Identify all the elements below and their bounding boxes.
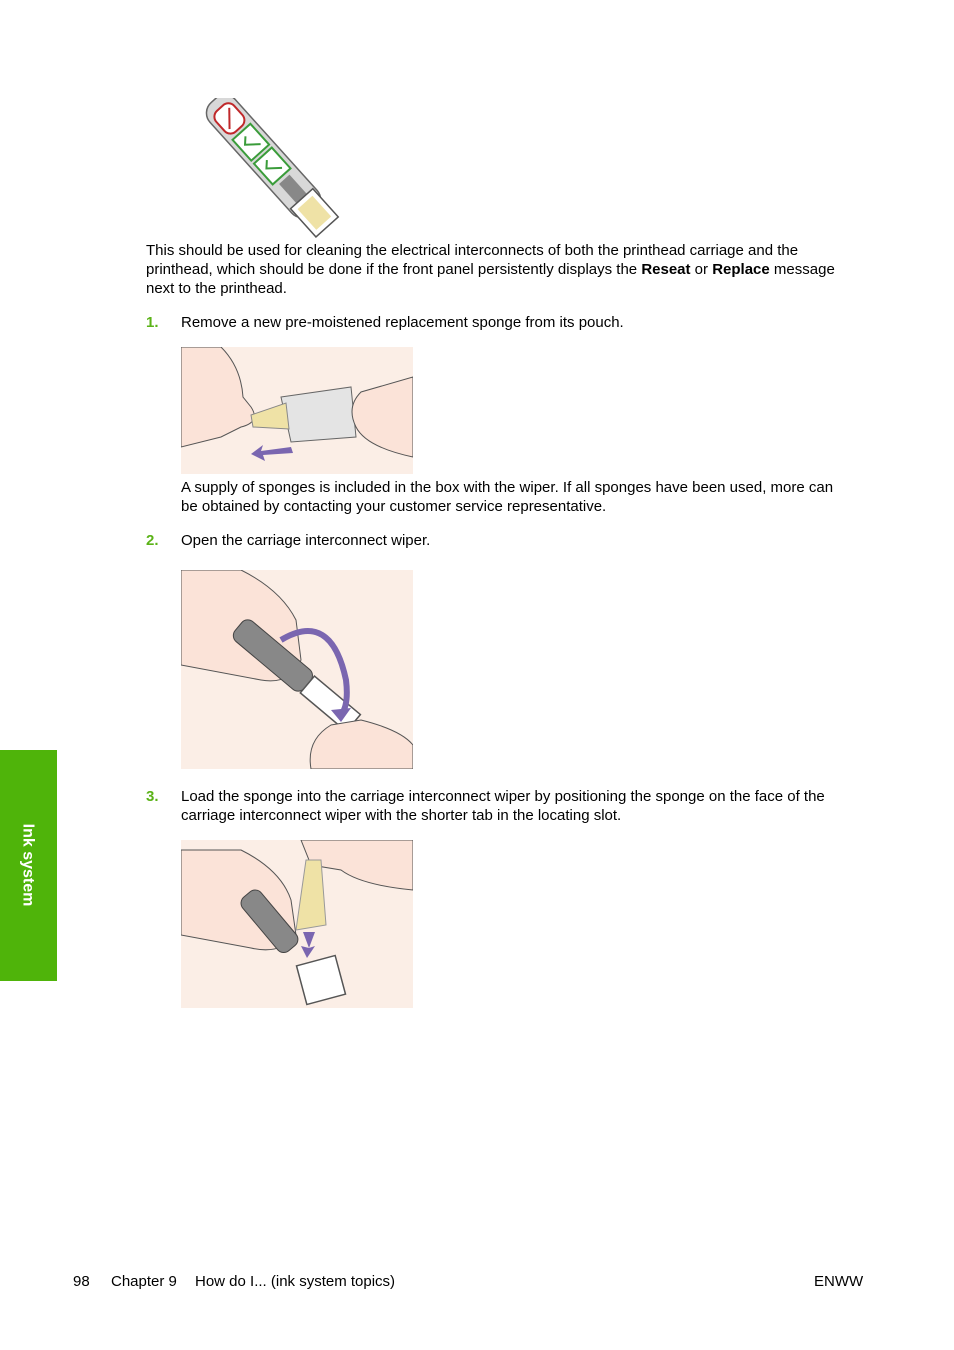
sponge-supply-note: [181, 478, 871, 516]
step-3-line-2: carriage interconnect wiper with the shorter tab in the locating slot.: [181, 807, 622, 824]
footer-enww: ENWW: [814, 1273, 864, 1290]
wiper-tool-illustration: [190, 98, 350, 238]
intro-paragraph: [146, 241, 871, 298]
note-line-1: A supply of sponges is included in the box with the wiper. If all sponges have been used, more can: [181, 479, 834, 496]
note-line-2: be obtained by contacting your customer service representative.: [181, 498, 607, 515]
footer-chapter: Chapter 9: [111, 1273, 177, 1290]
intro-line-2: printhead, which should be done if the front panel persistently displays the Reseat or Replace message: [146, 261, 835, 278]
intro-line-3: next to the printhead.: [146, 280, 287, 297]
step-2-number: 2.: [146, 532, 159, 549]
step-1-text: Remove a new pre-moistened replacement sponge from its pouch.: [181, 314, 624, 331]
page-number: 98: [73, 1273, 90, 1290]
footer-title: How do I... (ink system topics): [195, 1273, 396, 1290]
step-2-text: Open the carriage interconnect wiper.: [181, 532, 431, 549]
intro-line-1: This should be used for cleaning the electrical interconnects of both the printhead carriage and the: [146, 242, 799, 259]
open-wiper-illustration: [181, 570, 413, 769]
reseat-keyword: Reseat: [641, 261, 691, 278]
step-3-text: [181, 787, 871, 825]
side-tab-label: Ink system: [19, 823, 37, 907]
replace-keyword: Replace: [712, 261, 770, 278]
step-3-number: 3.: [146, 788, 159, 805]
load-sponge-illustration: [181, 840, 413, 1008]
sponge-pouch-illustration: [181, 347, 413, 474]
step-1-number: 1.: [146, 314, 159, 331]
step-3-line-1: Load the sponge into the carriage interconnect wiper by positioning the sponge on the face of the: [181, 788, 825, 805]
